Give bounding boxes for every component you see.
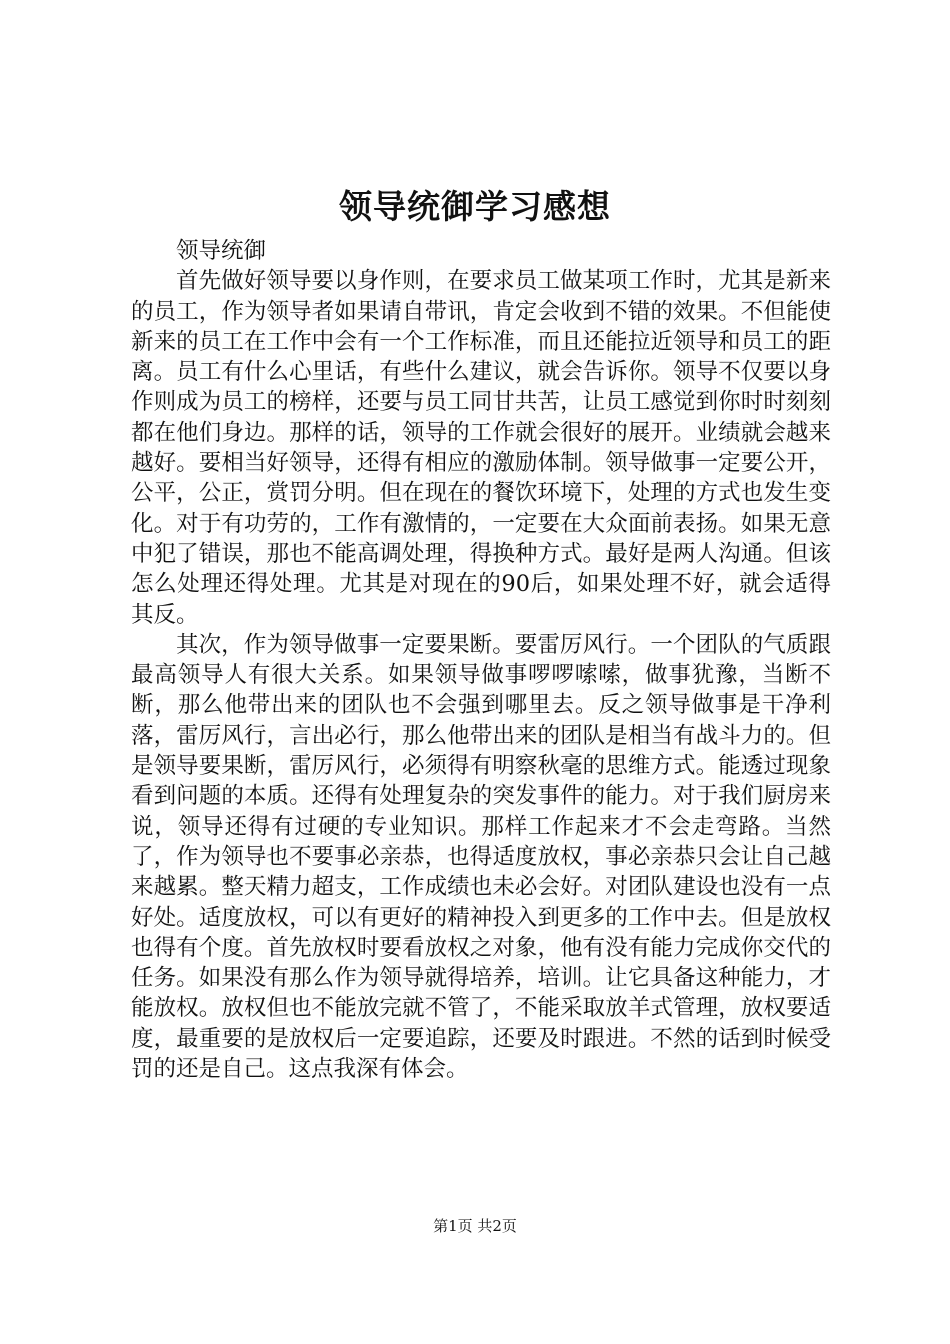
paragraph: 首先做好领导要以身作则，在要求员工做某项工作时，尤其是新来的员工，作为领导者如果请自带讯，肯定会收到不错的效果。不但能使新来的员工在工作中会有一个工作标准，而且还能拉近领导和员工的距离。员工有什么心里话，有些什么建议，就会告诉你。领导不仅要以身作则成为员工的榜样，还要与员工同甘共苦，让员工感觉到你时时刻刻都在他们身边。那样的话，领导的工作就会很好的展开。业绩就会越来越好。要相当好领导，还得有相应的激励体制。领导做事一定要公开，公平，公正，赏罚分明。但在现在的餐饮环境下，处理的方式也发生变化。对于有功劳的，工作有激情的，一定要在大众面前表扬。如果无意中犯了错误，那也不能高调处理，得换种方式。最好是两人沟通。但该怎么处理还得处理。尤其是对现在的90后，如果处理不好，就会适得其反。 <box>131 268 831 628</box>
paragraph: 其次，作为领导做事一定要果断。要雷厉风行。一个团队的气质跟最高领导人有很大关系。如果领导做事啰啰嗦嗦，做事犹豫，当断不断，那么他带出来的团队也不会强到哪里去。反之领导做事是干净利落，雷厉风行，言出必行，那么他带出来的团队是相当有战斗力的。但是领导要果断，雷厉风行，必须得有明察秋毫的思维方式。能透过现象看到问题的本质。还得有处理复杂的突发事件的能力。对于我们厨房来说，领导还得有过硬的专业知识。那样工作起来才不会走弯路。当然了，作为领导也不要事必亲恭，也得适度放权，事必亲恭只会让自己越来越累。整天精力超支，工作成绩也未必会好。对团队建设也没有一点好处。适度放权，可以有更好的精神投入到更多的工作中去。但是放权也得有个度。首先放权时要看放权之对象，他有没有能力完成你交代的任务。如果没有那么作为领导就得培养，培训。让它具备这种能力，才能放权。放权但也不能放完就不管了，不能采取放羊式管理，放权要适度，最重要的是放权后一定要追踪，还要及时跟进。不然的话到时候受罚的还是自己。这点我深有体会。 <box>131 631 831 1083</box>
page-number-footer: 第1页 共2页 <box>433 1217 517 1235</box>
document-body <box>131 236 831 1084</box>
document-title: 领导统御学习感想 <box>339 187 611 226</box>
section-heading: 领导统御 <box>176 238 267 264</box>
